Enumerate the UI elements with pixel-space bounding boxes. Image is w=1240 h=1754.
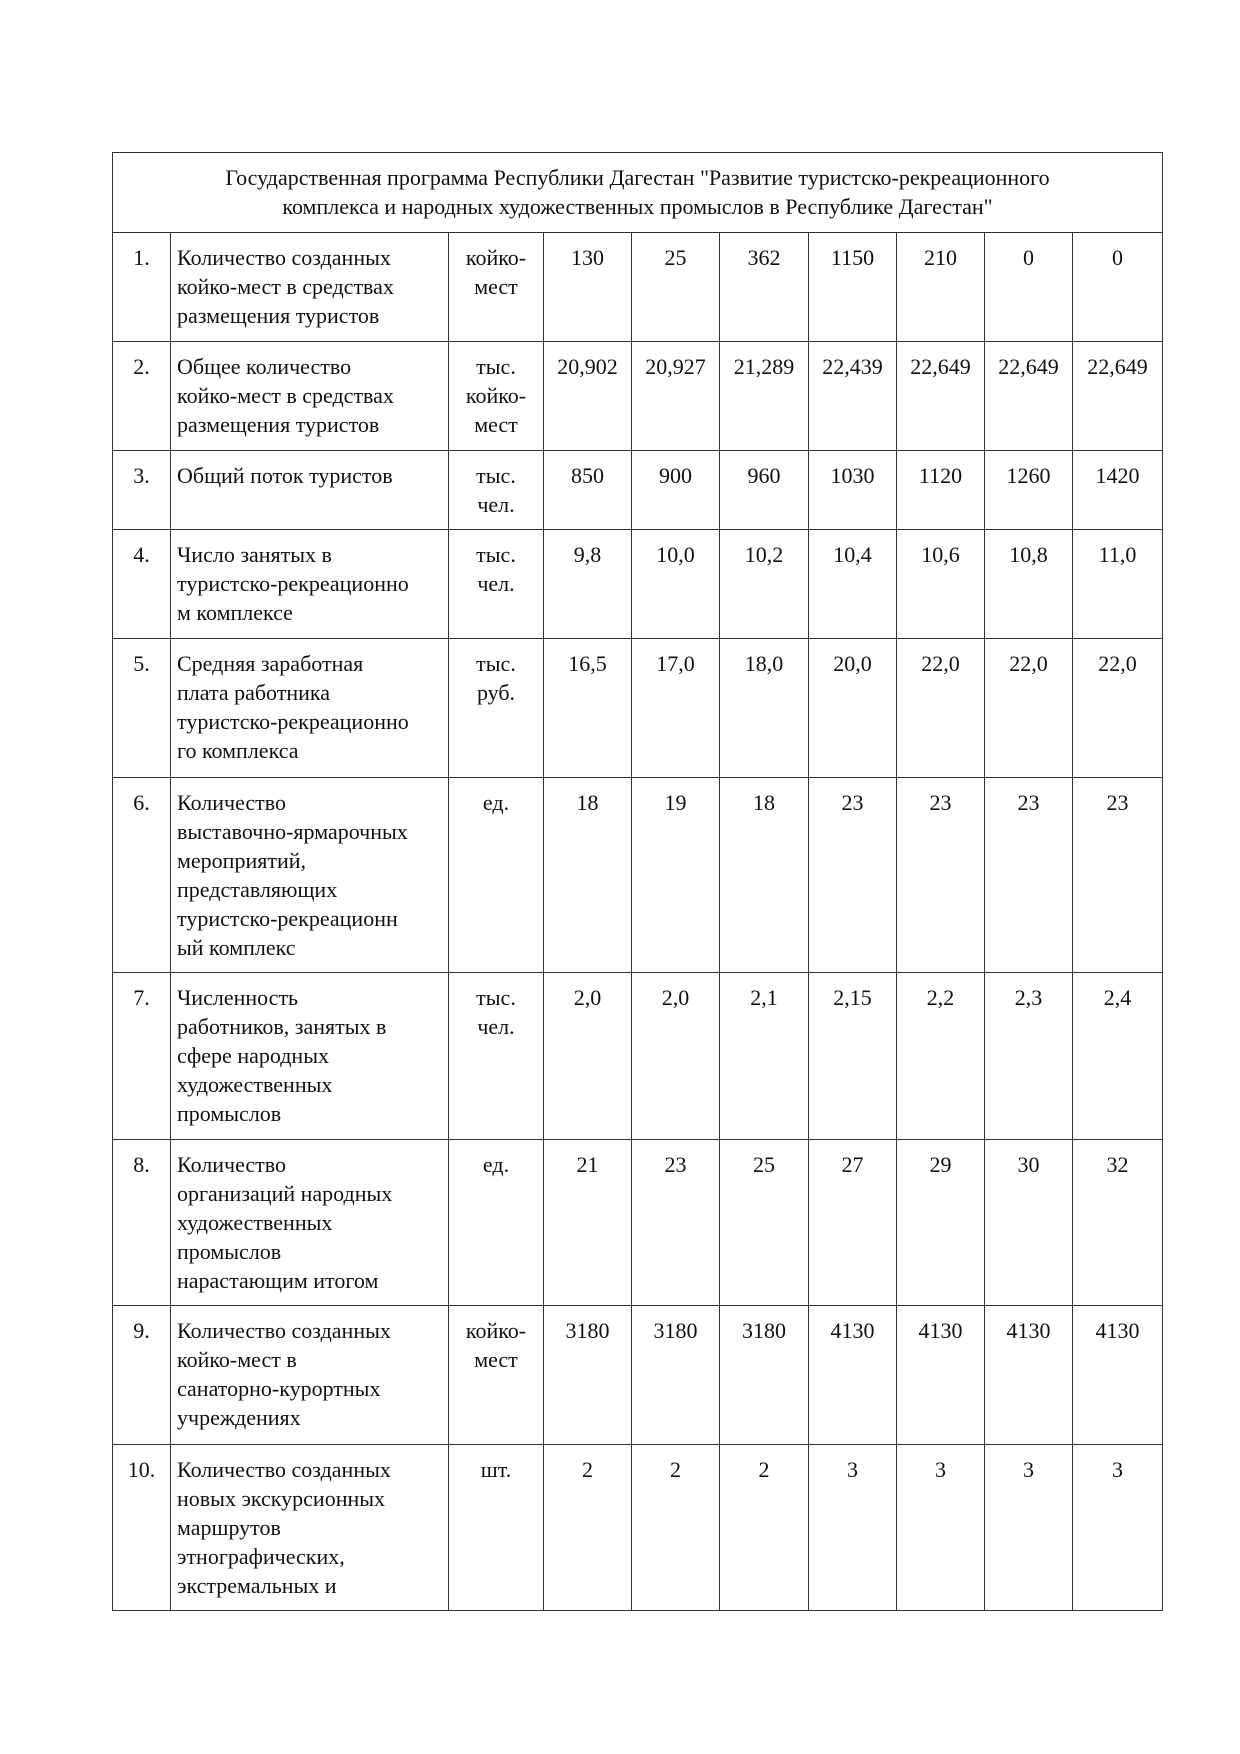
year-value: 20,0 bbox=[809, 639, 897, 778]
indicator-name: Количество выставочно-ярмарочных мероприятий, представляющих туристско-рекреационн ый комплекс bbox=[171, 778, 449, 973]
row-number: 8. bbox=[113, 1140, 171, 1306]
year-value: 21 bbox=[544, 1140, 632, 1306]
row-number: 2. bbox=[113, 342, 171, 451]
table-row bbox=[113, 1445, 1163, 1611]
year-value: 27 bbox=[809, 1140, 897, 1306]
unit: тыс. руб. bbox=[449, 639, 544, 778]
year-value: 18,0 bbox=[720, 639, 809, 778]
year-value: 900 bbox=[632, 451, 720, 530]
program-title-row bbox=[113, 153, 1163, 233]
year-value: 32 bbox=[1073, 1140, 1163, 1306]
row-number: 9. bbox=[113, 1306, 171, 1445]
indicator-name: Количество созданных новых экскурсионных маршрутов этнографических, экстремальных и bbox=[171, 1445, 449, 1611]
year-value: 4130 bbox=[1073, 1306, 1163, 1445]
year-value: 10,6 bbox=[897, 530, 985, 639]
unit: тыс. чел. bbox=[449, 451, 544, 530]
table-row bbox=[113, 342, 1163, 451]
indicator-name: Общее количество койко-мест в средствах размещения туристов bbox=[171, 342, 449, 451]
year-value: 21,289 bbox=[720, 342, 809, 451]
year-value: 2,0 bbox=[632, 973, 720, 1140]
year-value: 10,8 bbox=[985, 530, 1073, 639]
year-value: 23 bbox=[632, 1140, 720, 1306]
table-row bbox=[113, 1140, 1163, 1306]
indicator-name: Количество организаций народных художественных промыслов нарастающим итогом bbox=[171, 1140, 449, 1306]
indicator-name: Количество созданных койко-мест в санаторно-курортных учреждениях bbox=[171, 1306, 449, 1445]
year-value: 1030 bbox=[809, 451, 897, 530]
indicator-name: Численность работников, занятых в сфере народных художественных промыслов bbox=[171, 973, 449, 1140]
year-value: 2,3 bbox=[985, 973, 1073, 1140]
year-value: 1260 bbox=[985, 451, 1073, 530]
year-value: 30 bbox=[985, 1140, 1073, 1306]
year-value: 20,927 bbox=[632, 342, 720, 451]
year-value: 2,2 bbox=[897, 973, 985, 1140]
indicator-name: Число занятых в туристско-рекреационно м комплексе bbox=[171, 530, 449, 639]
table-row bbox=[113, 530, 1163, 639]
table-row bbox=[113, 1306, 1163, 1445]
year-value: 22,439 bbox=[809, 342, 897, 451]
year-value: 2,4 bbox=[1073, 973, 1163, 1140]
year-value: 3 bbox=[897, 1445, 985, 1611]
year-value: 22,649 bbox=[985, 342, 1073, 451]
year-value: 25 bbox=[632, 233, 720, 342]
row-number: 7. bbox=[113, 973, 171, 1140]
year-value: 18 bbox=[544, 778, 632, 973]
year-value: 2,0 bbox=[544, 973, 632, 1140]
year-value: 29 bbox=[897, 1140, 985, 1306]
year-value: 1150 bbox=[809, 233, 897, 342]
unit: койко- мест bbox=[449, 1306, 544, 1445]
unit: койко- мест bbox=[449, 233, 544, 342]
table-row bbox=[113, 973, 1163, 1140]
year-value: 17,0 bbox=[632, 639, 720, 778]
year-value: 4130 bbox=[809, 1306, 897, 1445]
year-value: 22,649 bbox=[897, 342, 985, 451]
table-row bbox=[113, 639, 1163, 778]
year-value: 10,4 bbox=[809, 530, 897, 639]
program-title: Государственная программа Республики Дагестан "Развитие туристско-рекреационного комплекса и народных художественных промыслов в Республике Дагестан" bbox=[113, 153, 1163, 233]
year-value: 18 bbox=[720, 778, 809, 973]
indicators-table bbox=[112, 152, 1163, 1611]
year-value: 130 bbox=[544, 233, 632, 342]
year-value: 210 bbox=[897, 233, 985, 342]
unit: тыс. чел. bbox=[449, 973, 544, 1140]
year-value: 3 bbox=[985, 1445, 1073, 1611]
year-value: 20,902 bbox=[544, 342, 632, 451]
table-row bbox=[113, 451, 1163, 530]
year-value: 2,1 bbox=[720, 973, 809, 1140]
year-value: 23 bbox=[985, 778, 1073, 973]
year-value: 3180 bbox=[720, 1306, 809, 1445]
indicator-name: Средняя заработная плата работника туристско-рекреационно го комплекса bbox=[171, 639, 449, 778]
year-value: 1120 bbox=[897, 451, 985, 530]
year-value: 25 bbox=[720, 1140, 809, 1306]
year-value: 1420 bbox=[1073, 451, 1163, 530]
year-value: 23 bbox=[809, 778, 897, 973]
table-row bbox=[113, 233, 1163, 342]
unit: шт. bbox=[449, 1445, 544, 1611]
year-value: 10,0 bbox=[632, 530, 720, 639]
year-value: 3180 bbox=[632, 1306, 720, 1445]
row-number: 3. bbox=[113, 451, 171, 530]
year-value: 2 bbox=[720, 1445, 809, 1611]
year-value: 22,649 bbox=[1073, 342, 1163, 451]
year-value: 850 bbox=[544, 451, 632, 530]
table-row bbox=[113, 778, 1163, 973]
indicator-name: Количество созданных койко-мест в средствах размещения туристов bbox=[171, 233, 449, 342]
row-number: 6. bbox=[113, 778, 171, 973]
year-value: 16,5 bbox=[544, 639, 632, 778]
unit: тыс. койко- мест bbox=[449, 342, 544, 451]
year-value: 22,0 bbox=[1073, 639, 1163, 778]
year-value: 2,15 bbox=[809, 973, 897, 1140]
year-value: 3 bbox=[1073, 1445, 1163, 1611]
row-number: 1. bbox=[113, 233, 171, 342]
year-value: 0 bbox=[1073, 233, 1163, 342]
year-value: 4130 bbox=[985, 1306, 1073, 1445]
year-value: 23 bbox=[897, 778, 985, 973]
indicator-name: Общий поток туристов bbox=[171, 451, 449, 530]
row-number: 5. bbox=[113, 639, 171, 778]
year-value: 2 bbox=[544, 1445, 632, 1611]
unit: тыс. чел. bbox=[449, 530, 544, 639]
row-number: 10. bbox=[113, 1445, 171, 1611]
unit: ед. bbox=[449, 778, 544, 973]
year-value: 2 bbox=[632, 1445, 720, 1611]
year-value: 9,8 bbox=[544, 530, 632, 639]
year-value: 23 bbox=[1073, 778, 1163, 973]
year-value: 10,2 bbox=[720, 530, 809, 639]
year-value: 22,0 bbox=[985, 639, 1073, 778]
year-value: 4130 bbox=[897, 1306, 985, 1445]
row-number: 4. bbox=[113, 530, 171, 639]
year-value: 3180 bbox=[544, 1306, 632, 1445]
year-value: 11,0 bbox=[1073, 530, 1163, 639]
year-value: 960 bbox=[720, 451, 809, 530]
unit: ед. bbox=[449, 1140, 544, 1306]
year-value: 0 bbox=[985, 233, 1073, 342]
year-value: 22,0 bbox=[897, 639, 985, 778]
year-value: 3 bbox=[809, 1445, 897, 1611]
year-value: 362 bbox=[720, 233, 809, 342]
year-value: 19 bbox=[632, 778, 720, 973]
